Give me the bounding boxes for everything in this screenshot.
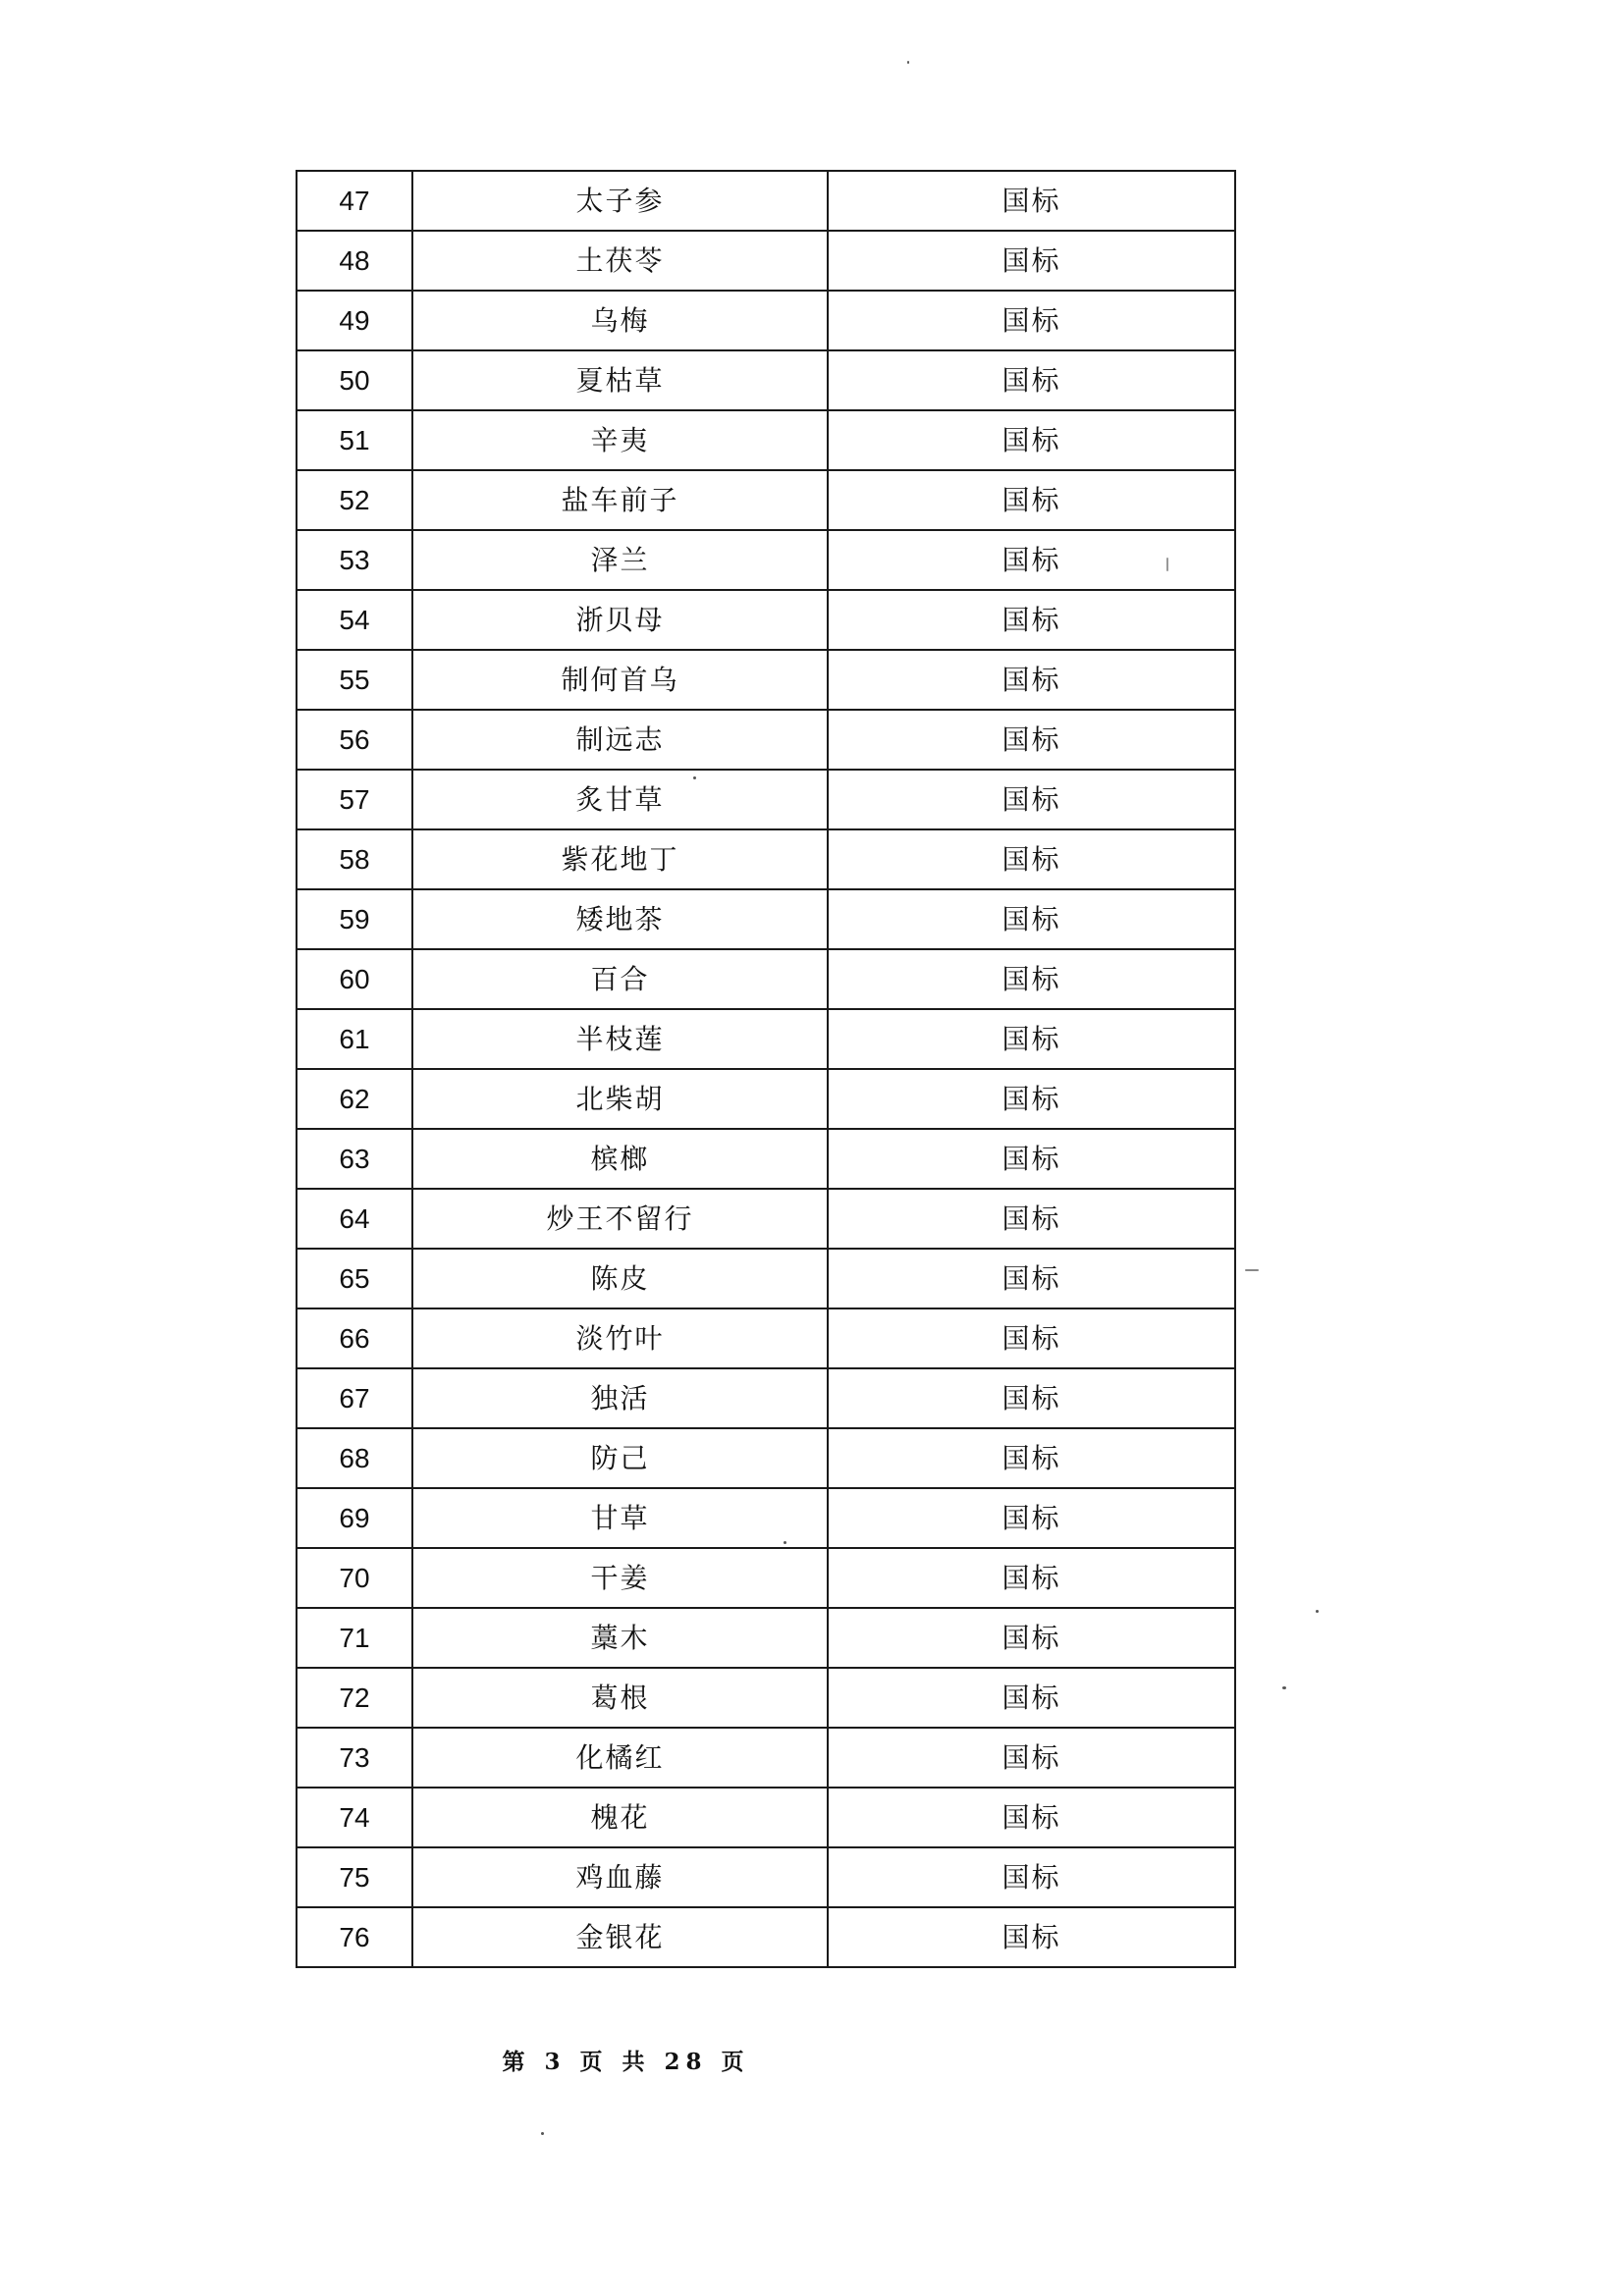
table-row <box>297 1847 1235 1907</box>
table-row <box>297 1488 1235 1548</box>
row-number-cell: 57 <box>297 770 412 829</box>
herb-name-cell: 夏枯草 <box>412 350 828 410</box>
herb-name-cell: 鸡血藤 <box>412 1847 828 1907</box>
row-number-cell: 75 <box>297 1847 412 1907</box>
row-number-cell: 64 <box>297 1189 412 1249</box>
standard-cell: 国标 <box>828 710 1235 770</box>
table-row <box>297 1368 1235 1428</box>
scan-speck <box>907 61 909 64</box>
table-row <box>297 889 1235 949</box>
standard-cell: 国标 <box>828 291 1235 350</box>
table-row <box>297 1788 1235 1847</box>
row-number-cell: 51 <box>297 410 412 470</box>
table-row <box>297 291 1235 350</box>
herb-name-cell: 矮地茶 <box>412 889 828 949</box>
herb-name-cell: 盐车前子 <box>412 470 828 530</box>
table-row <box>297 1009 1235 1069</box>
standard-cell: 国标 <box>828 410 1235 470</box>
table-row <box>297 1668 1235 1728</box>
row-number-cell: 53 <box>297 530 412 590</box>
row-number-cell: 69 <box>297 1488 412 1548</box>
herb-name-cell: 金银花 <box>412 1907 828 1967</box>
herb-name-cell: 太子参 <box>412 171 828 231</box>
table-body <box>297 171 1235 1967</box>
standard-cell: 国标 <box>828 1129 1235 1189</box>
scan-speck <box>1316 1610 1319 1613</box>
herb-name-cell: 独活 <box>412 1368 828 1428</box>
standard-cell: 国标 <box>828 1428 1235 1488</box>
herb-list-table <box>296 170 1236 1968</box>
table-row <box>297 231 1235 291</box>
scan-speck <box>1166 558 1168 571</box>
herb-name-cell: 半枝莲 <box>412 1009 828 1069</box>
row-number-cell: 61 <box>297 1009 412 1069</box>
table-row <box>297 530 1235 590</box>
row-number-cell: 60 <box>297 949 412 1009</box>
row-number-cell: 48 <box>297 231 412 291</box>
standard-cell: 国标 <box>828 1907 1235 1967</box>
herb-name-cell: 浙贝母 <box>412 590 828 650</box>
standard-cell: 国标 <box>828 1249 1235 1308</box>
standard-cell: 国标 <box>828 1847 1235 1907</box>
table-row <box>297 1189 1235 1249</box>
herb-name-cell: 制远志 <box>412 710 828 770</box>
table-row <box>297 1548 1235 1608</box>
standard-cell: 国标 <box>828 770 1235 829</box>
table-row <box>297 590 1235 650</box>
row-number-cell: 70 <box>297 1548 412 1608</box>
herb-name-cell: 槐花 <box>412 1788 828 1847</box>
herb-name-cell: 干姜 <box>412 1548 828 1608</box>
herb-name-cell: 土茯苓 <box>412 231 828 291</box>
standard-cell: 国标 <box>828 470 1235 530</box>
herb-name-cell: 炙甘草 <box>412 770 828 829</box>
standard-cell: 国标 <box>828 1069 1235 1129</box>
row-number-cell: 62 <box>297 1069 412 1129</box>
herb-name-cell: 紫花地丁 <box>412 829 828 889</box>
row-number-cell: 65 <box>297 1249 412 1308</box>
row-number-cell: 66 <box>297 1308 412 1368</box>
table-row <box>297 770 1235 829</box>
row-number-cell: 72 <box>297 1668 412 1728</box>
table-row <box>297 1129 1235 1189</box>
herb-name-cell: 乌梅 <box>412 291 828 350</box>
herb-name-cell: 陈皮 <box>412 1249 828 1308</box>
row-number-cell: 59 <box>297 889 412 949</box>
scan-speck <box>693 776 696 779</box>
scan-speck <box>1245 1269 1259 1271</box>
table-row <box>297 1069 1235 1129</box>
row-number-cell: 55 <box>297 650 412 710</box>
herb-name-cell: 葛根 <box>412 1668 828 1728</box>
standard-cell: 国标 <box>828 889 1235 949</box>
standard-cell: 国标 <box>828 231 1235 291</box>
row-number-cell: 74 <box>297 1788 412 1847</box>
table-row <box>297 410 1235 470</box>
standard-cell: 国标 <box>828 1668 1235 1728</box>
standard-cell: 国标 <box>828 1548 1235 1608</box>
herb-name-cell: 防己 <box>412 1428 828 1488</box>
row-number-cell: 47 <box>297 171 412 231</box>
herb-name-cell: 藁木 <box>412 1608 828 1668</box>
row-number-cell: 73 <box>297 1728 412 1788</box>
scan-speck <box>1282 1686 1286 1689</box>
row-number-cell: 76 <box>297 1907 412 1967</box>
standard-cell: 国标 <box>828 1308 1235 1368</box>
standard-cell: 国标 <box>828 1788 1235 1847</box>
standard-cell: 国标 <box>828 1009 1235 1069</box>
table-row <box>297 470 1235 530</box>
herb-name-cell: 制何首乌 <box>412 650 828 710</box>
row-number-cell: 71 <box>297 1608 412 1668</box>
table-row <box>297 829 1235 889</box>
table-row <box>297 350 1235 410</box>
herb-name-cell: 辛夷 <box>412 410 828 470</box>
herb-name-cell: 北柴胡 <box>412 1069 828 1129</box>
herb-name-cell: 槟榔 <box>412 1129 828 1189</box>
table-row <box>297 171 1235 231</box>
row-number-cell: 56 <box>297 710 412 770</box>
herb-name-cell: 百合 <box>412 949 828 1009</box>
herb-name-cell: 炒王不留行 <box>412 1189 828 1249</box>
table-row <box>297 650 1235 710</box>
table-row <box>297 949 1235 1009</box>
scan-speck <box>541 2132 544 2135</box>
row-number-cell: 54 <box>297 590 412 650</box>
standard-cell: 国标 <box>828 530 1235 590</box>
standard-cell: 国标 <box>828 350 1235 410</box>
row-number-cell: 58 <box>297 829 412 889</box>
row-number-cell: 52 <box>297 470 412 530</box>
herb-name-cell: 化橘红 <box>412 1728 828 1788</box>
standard-cell: 国标 <box>828 949 1235 1009</box>
row-number-cell: 63 <box>297 1129 412 1189</box>
herb-name-cell: 甘草 <box>412 1488 828 1548</box>
row-number-cell: 50 <box>297 350 412 410</box>
standard-cell: 国标 <box>828 650 1235 710</box>
standard-cell: 国标 <box>828 590 1235 650</box>
herb-name-cell: 淡竹叶 <box>412 1308 828 1368</box>
scan-speck <box>784 1541 786 1544</box>
table-row <box>297 1907 1235 1967</box>
table-row <box>297 710 1235 770</box>
table-row <box>297 1728 1235 1788</box>
row-number-cell: 49 <box>297 291 412 350</box>
table-row <box>297 1308 1235 1368</box>
standard-cell: 国标 <box>828 171 1235 231</box>
table-row <box>297 1428 1235 1488</box>
table-row <box>297 1249 1235 1308</box>
standard-cell: 国标 <box>828 829 1235 889</box>
standard-cell: 国标 <box>828 1368 1235 1428</box>
standard-cell: 国标 <box>828 1488 1235 1548</box>
standard-cell: 国标 <box>828 1608 1235 1668</box>
row-number-cell: 68 <box>297 1428 412 1488</box>
row-number-cell: 67 <box>297 1368 412 1428</box>
table-row <box>297 1608 1235 1668</box>
standard-cell: 国标 <box>828 1728 1235 1788</box>
herb-name-cell: 泽兰 <box>412 530 828 590</box>
standard-cell: 国标 <box>828 1189 1235 1249</box>
page-footer: 第 3 页 共 28 页 <box>502 2049 750 2075</box>
